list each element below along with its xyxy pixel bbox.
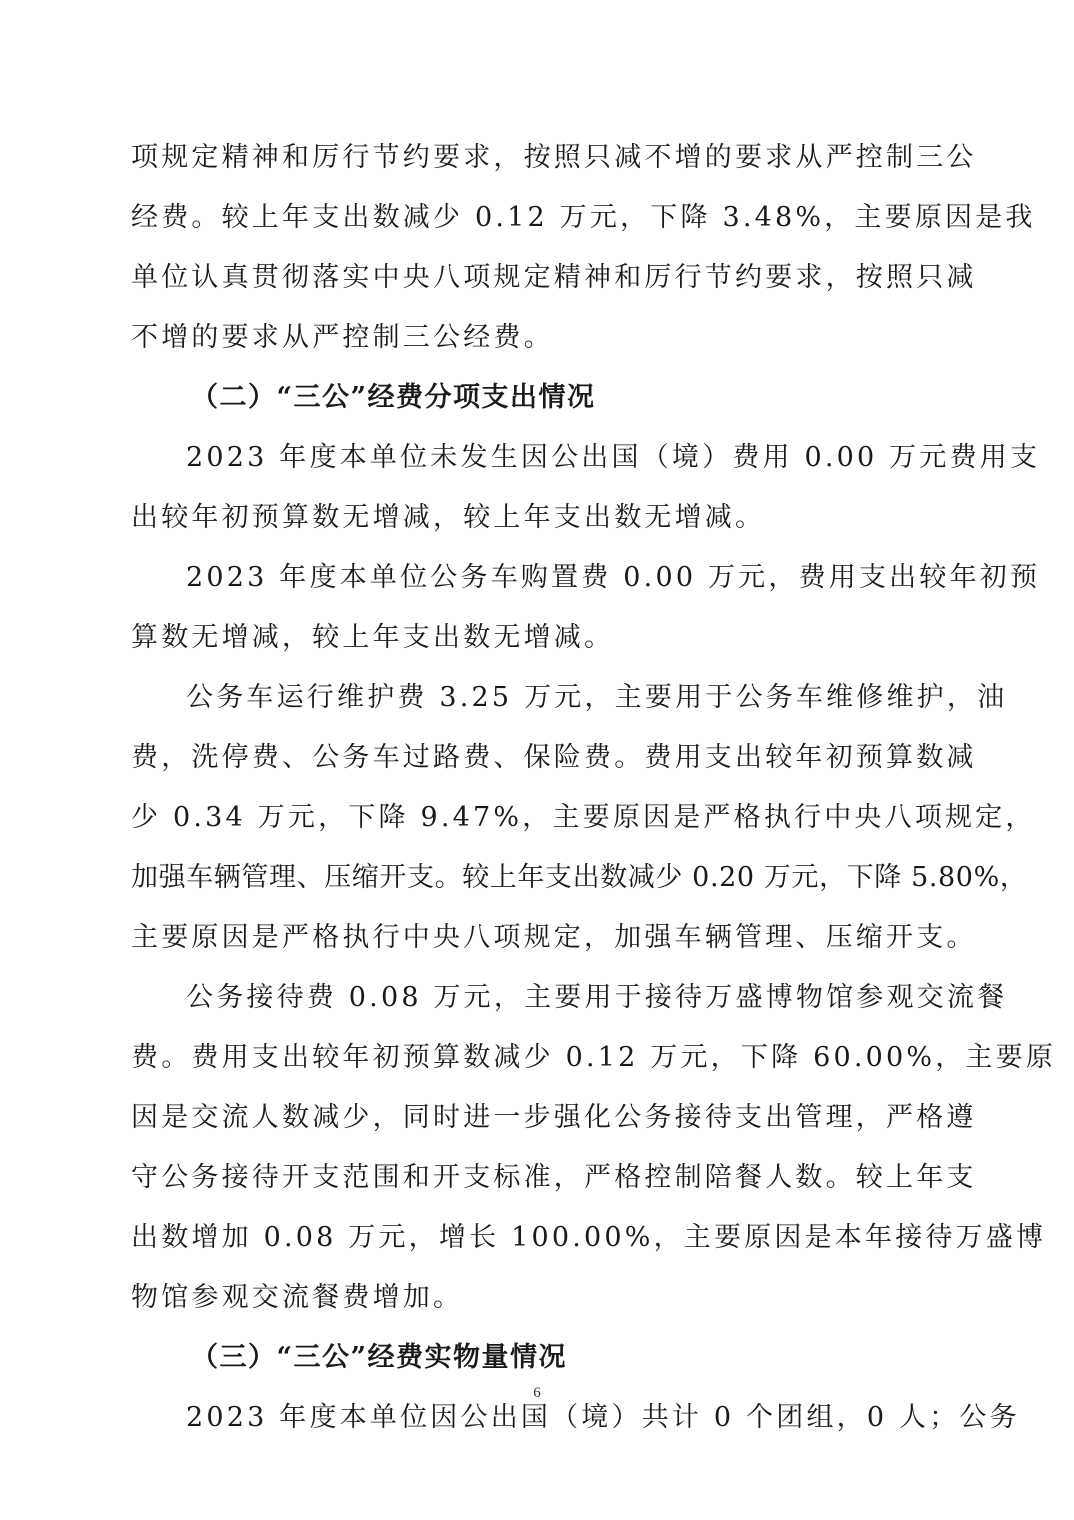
- paragraph-line: 2023 年度本单位公务车购置费 0.00 万元，费用支出较年初预: [186, 562, 1041, 593]
- paragraph-line: 物馆参观交流餐费增加。: [131, 1282, 464, 1313]
- page-number: 6: [533, 1385, 541, 1401]
- paragraph-line: 出数增加 0.08 万元，增长 100.00%，主要原因是本年接待万盛博: [131, 1222, 1047, 1253]
- paragraph-line: 主要原因是严格执行中央八项规定，加强车辆管理、压缩开支。: [131, 922, 977, 953]
- section-heading-2: （二）“三公”经费分项支出情况: [191, 382, 596, 413]
- paragraph-line: 少 0.34 万元，下降 9.47%，主要原因是严格执行中央八项规定，: [131, 802, 1036, 833]
- paragraph-line: 公务车运行维护费 3.25 万元，主要用于公务车维修维护，油: [186, 682, 1008, 713]
- paragraph-line: 单位认真贯彻落实中央八项规定精神和厉行节约要求，按照只减: [131, 262, 977, 293]
- paragraph-line: 项规定精神和厉行节约要求，按照只减不增的要求从严控制三公: [131, 142, 977, 173]
- paragraph-line: 公务接待费 0.08 万元，主要用于接待万盛博物馆参观交流餐: [186, 982, 1008, 1013]
- paragraph-line: 因是交流人数减少，同时进一步强化公务接待支出管理，严格遵: [131, 1102, 977, 1133]
- paragraph-line: 加强车辆管理、压缩开支。较上年支出数减少 0.20 万元，下降 5.80%，: [131, 862, 1028, 893]
- paragraph-line: 2023 年度本单位因公出国（境）共计 0 个团组，0 人；公务: [186, 1402, 1020, 1433]
- paragraph-line: 算数无增减，较上年支出数无增减。: [131, 622, 615, 653]
- paragraph-line: 出较年初预算数无增减，较上年支出数无增减。: [131, 502, 766, 533]
- paragraph-line: 不增的要求从严控制三公经费。: [131, 322, 554, 353]
- paragraph-line: 守公务接待开支范围和开支标准，严格控制陪餐人数。较上年支: [131, 1162, 977, 1193]
- paragraph-line: 费，洗停费、公务车过路费、保险费。费用支出较年初预算数减: [131, 742, 977, 773]
- section-heading-3: （三）“三公”经费实物量情况: [191, 1342, 568, 1373]
- document-body: [131, 130, 1057, 1450]
- paragraph-line: 经费。较上年支出数减少 0.12 万元，下降 3.48%，主要原因是我: [131, 202, 1036, 233]
- paragraph-line: 费。费用支出较年初预算数减少 0.12 万元，下降 60.00%，主要原: [131, 1042, 1057, 1073]
- paragraph-line: 2023 年度本单位未发生因公出国（境）费用 0.00 万元费用支: [186, 442, 1041, 473]
